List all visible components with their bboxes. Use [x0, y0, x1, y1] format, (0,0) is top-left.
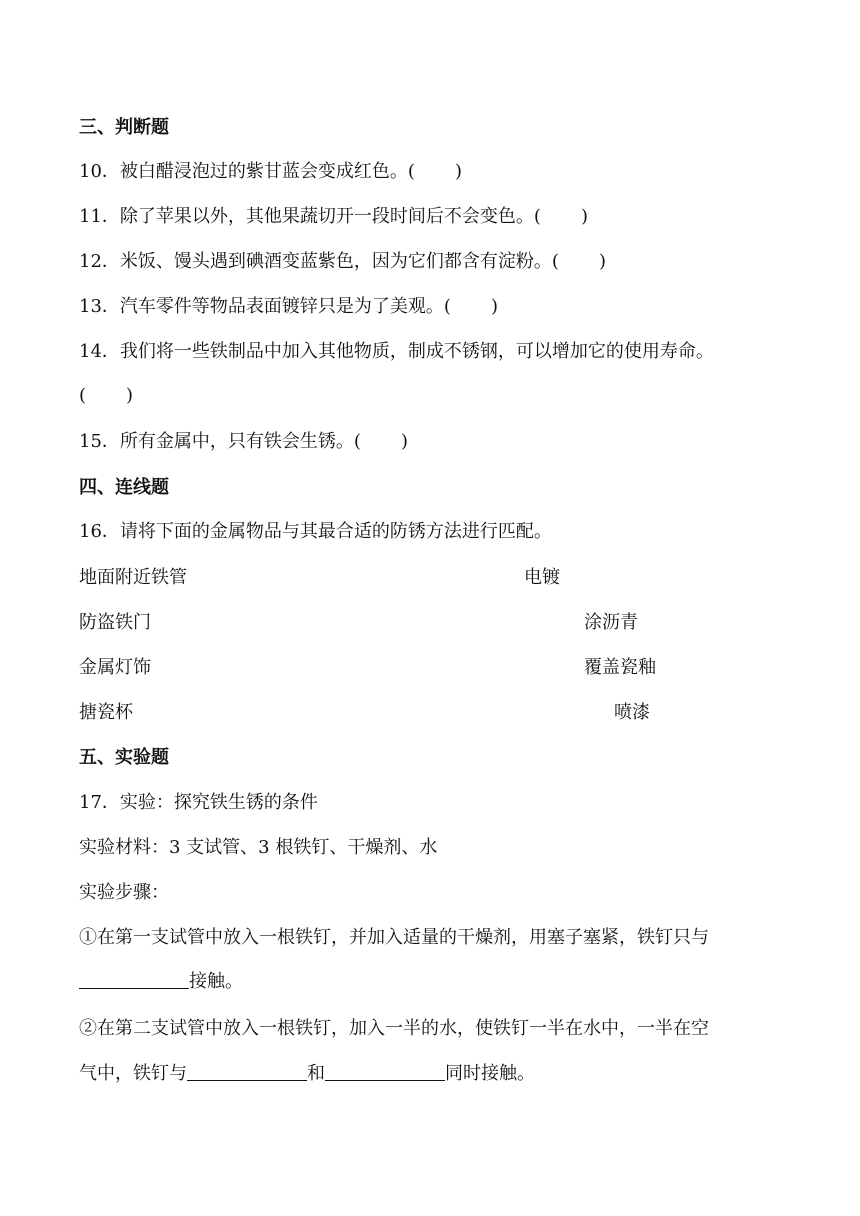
question-10-text: 10．被白醋浸泡过的紫甘蓝会变成红色。( [79, 161, 415, 182]
step-2-part-b: 气中，铁钉与 [79, 1063, 187, 1084]
match-left-item[interactable]: 地面附近铁管 [79, 567, 187, 588]
question-14 [79, 340, 714, 364]
experiment-title: 17．实验：探究铁生锈的条件 [79, 792, 318, 813]
section-title-match: 四、连线题 [79, 477, 169, 498]
match-left-item[interactable]: 搪瓷杯 [79, 702, 133, 723]
match-right-item[interactable]: 覆盖瓷釉 [584, 657, 656, 678]
match-prompt: 16．请将下面的金属物品与其最合适的防锈方法进行匹配。 [79, 521, 552, 542]
step-2-part-d: 同时接触。 [445, 1063, 535, 1084]
question-10 [79, 160, 462, 184]
question-11-close: ) [580, 206, 588, 227]
question-12-text: 12．米饭、馒头遇到碘酒变蓝紫色，因为它们都含有淀粉。( [79, 251, 559, 272]
experiment-step-2: ②在第二支试管中放入一根铁钉，加入一半的水，使铁钉一半在水中，一半在空 [79, 1018, 709, 1039]
question-12 [79, 250, 606, 274]
experiment-step-2-cont [79, 1062, 535, 1086]
match-right-item[interactable]: 涂沥青 [584, 612, 638, 633]
section-title-experiment: 五、实验题 [79, 747, 169, 768]
step-1-tail: 接触。 [189, 971, 243, 992]
question-15-close: ) [400, 431, 408, 452]
experiment-steps-label: 实验步骤： [79, 882, 169, 903]
question-11 [79, 205, 588, 229]
experiment-step-1-cont [79, 970, 243, 994]
question-13 [79, 295, 498, 319]
section-title-judge: 三、判断题 [79, 117, 169, 138]
question-13-text: 13．汽车零件等物品表面镀锌只是为了美观。( [79, 296, 451, 317]
fill-blank[interactable] [325, 1062, 445, 1081]
question-11-text: 11．除了苹果以外，其他果蔬切开一段时间后不会变色。( [79, 206, 541, 227]
question-13-close: ) [490, 296, 498, 317]
question-14-open: ( [79, 385, 87, 406]
fill-blank[interactable] [79, 970, 189, 989]
question-12-close: ) [598, 251, 606, 272]
question-15 [79, 430, 408, 454]
step-2-part-c: 和 [307, 1063, 325, 1084]
experiment-materials: 实验材料：3 支试管、3 根铁钉、干燥剂、水 [79, 837, 438, 858]
question-14-close: ) [126, 385, 134, 406]
question-14-answer [79, 384, 133, 408]
match-right-item[interactable]: 喷漆 [614, 702, 650, 723]
experiment-step-1: ①在第一支试管中放入一根铁钉，并加入适量的干燥剂，用塞子塞紧，铁钉只与 [79, 927, 709, 948]
question-10-close: ) [454, 161, 462, 182]
question-14-text: 14．我们将一些铁制品中加入其他物质，制成不锈钢，可以增加它的使用寿命。 [79, 341, 714, 362]
match-right-item[interactable]: 电镀 [524, 567, 560, 588]
match-left-item[interactable]: 防盗铁门 [79, 612, 151, 633]
question-15-text: 15．所有金属中，只有铁会生锈。( [79, 431, 361, 452]
fill-blank[interactable] [187, 1062, 307, 1081]
match-left-item[interactable]: 金属灯饰 [79, 657, 151, 678]
